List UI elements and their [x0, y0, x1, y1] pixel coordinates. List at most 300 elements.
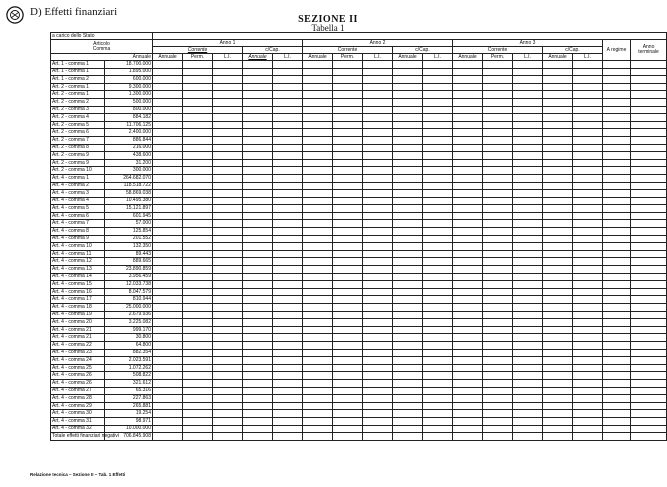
empty-cell	[543, 91, 573, 99]
empty-cell	[573, 410, 603, 418]
empty-cell	[483, 228, 513, 236]
empty-cell	[513, 129, 543, 137]
empty-cell	[243, 228, 273, 236]
empty-cell	[603, 266, 631, 274]
empty-cell	[393, 296, 423, 304]
article-cell: Art. 2 - comma 9	[51, 159, 105, 167]
empty-cell	[543, 402, 573, 410]
empty-cell	[303, 266, 333, 274]
empty-cell	[543, 296, 573, 304]
empty-cell	[631, 410, 667, 418]
value-cell: 64.800	[105, 341, 153, 349]
empty-cell	[213, 129, 243, 137]
table-row	[51, 152, 667, 160]
article-cell: Art. 2 - comma 6	[51, 129, 105, 137]
empty-cell	[543, 235, 573, 243]
empty-cell	[333, 182, 363, 190]
empty-cell	[423, 402, 453, 410]
empty-cell	[543, 121, 573, 129]
empty-cell	[183, 379, 213, 387]
value-cell: 65.316	[105, 387, 153, 395]
empty-cell	[423, 296, 453, 304]
article-cell: Art. 4 - comma 16	[51, 288, 105, 296]
empty-cell	[153, 98, 183, 106]
article-cell: Art. 4 - comma 11	[51, 250, 105, 258]
empty-cell	[153, 129, 183, 137]
empty-cell	[573, 159, 603, 167]
empty-cell	[273, 273, 303, 281]
empty-cell	[423, 212, 453, 220]
empty-cell	[363, 144, 393, 152]
empty-cell	[453, 410, 483, 418]
table-row	[51, 417, 667, 425]
empty-cell	[631, 349, 667, 357]
empty-cell	[631, 228, 667, 236]
empty-cell	[333, 304, 363, 312]
empty-cell	[273, 83, 303, 91]
empty-cell	[573, 114, 603, 122]
empty-cell	[363, 296, 393, 304]
value-cell: 2.679.936	[105, 311, 153, 319]
empty-cell	[543, 174, 573, 182]
empty-cell	[213, 341, 243, 349]
empty-cell	[603, 364, 631, 372]
empty-cell	[603, 83, 631, 91]
empty-cell	[423, 98, 453, 106]
empty-cell	[153, 395, 183, 403]
empty-cell	[243, 243, 273, 251]
empty-cell	[423, 182, 453, 190]
empty-cell	[543, 326, 573, 334]
empty-cell	[483, 167, 513, 175]
empty-cell	[153, 304, 183, 312]
value-cell: 1.895.000	[105, 68, 153, 76]
article-cell: Art. 4 - comma 32	[51, 425, 105, 433]
empty-cell	[333, 334, 363, 342]
value-cell: 500.000	[105, 98, 153, 106]
empty-cell	[513, 364, 543, 372]
empty-cell	[483, 190, 513, 198]
empty-cell	[423, 433, 453, 441]
empty-cell	[513, 425, 543, 433]
empty-cell	[213, 319, 243, 327]
empty-cell	[573, 205, 603, 213]
empty-cell	[243, 106, 273, 114]
table-row	[51, 379, 667, 387]
empty-cell	[603, 250, 631, 258]
empty-cell	[453, 395, 483, 403]
value-cell: 1.072.262	[105, 364, 153, 372]
empty-cell	[363, 106, 393, 114]
empty-cell	[603, 235, 631, 243]
value-cell: 1.300.000	[105, 91, 153, 99]
empty-cell	[423, 288, 453, 296]
article-cell: Art. 4 - comma 4	[51, 197, 105, 205]
empty-cell	[543, 433, 573, 441]
empty-cell	[183, 387, 213, 395]
empty-cell	[243, 281, 273, 289]
table-row	[51, 91, 667, 99]
empty-cell	[453, 182, 483, 190]
empty-cell	[153, 433, 183, 441]
table-row	[51, 144, 667, 152]
empty-cell	[483, 273, 513, 281]
empty-cell	[603, 182, 631, 190]
empty-cell	[423, 341, 453, 349]
empty-cell	[603, 220, 631, 228]
empty-cell	[213, 402, 243, 410]
empty-cell	[513, 288, 543, 296]
table-body	[51, 61, 667, 441]
empty-cell	[213, 106, 243, 114]
table-row	[51, 410, 667, 418]
value-cell: 810.944	[105, 296, 153, 304]
empty-cell	[213, 410, 243, 418]
empty-cell	[483, 433, 513, 441]
table-row	[51, 243, 667, 251]
table-row	[51, 334, 667, 342]
empty-cell	[303, 410, 333, 418]
article-cell: Art. 2 - comma 1	[51, 91, 105, 99]
value-cell: 98.971	[105, 417, 153, 425]
empty-cell	[423, 190, 453, 198]
table-row	[51, 159, 667, 167]
empty-cell	[423, 379, 453, 387]
empty-cell	[333, 98, 363, 106]
footer-note: Relazione tecnica – Sezione II – Tab. 1 Effetti	[30, 472, 126, 477]
empty-cell	[393, 357, 423, 365]
empty-cell	[423, 220, 453, 228]
value-cell: 882.354	[105, 349, 153, 357]
empty-cell	[363, 319, 393, 327]
empty-cell	[183, 250, 213, 258]
empty-cell	[543, 144, 573, 152]
empty-cell	[213, 349, 243, 357]
empty-cell	[603, 395, 631, 403]
empty-cell	[393, 372, 423, 380]
empty-cell	[543, 98, 573, 106]
empty-cell	[363, 304, 393, 312]
value-cell: 8.047.579	[105, 288, 153, 296]
article-cell: Art. 4 - comma 2	[51, 182, 105, 190]
empty-cell	[393, 281, 423, 289]
empty-cell	[483, 106, 513, 114]
empty-cell	[273, 326, 303, 334]
empty-cell	[573, 235, 603, 243]
empty-cell	[603, 91, 631, 99]
empty-cell	[183, 76, 213, 84]
empty-cell	[543, 379, 573, 387]
empty-cell	[423, 91, 453, 99]
empty-cell	[213, 243, 243, 251]
anno3-ccap-annuale: Annuale	[543, 54, 573, 61]
empty-cell	[603, 334, 631, 342]
empty-cell	[573, 326, 603, 334]
empty-cell	[183, 68, 213, 76]
empty-cell	[303, 121, 333, 129]
empty-cell	[393, 304, 423, 312]
empty-cell	[513, 402, 543, 410]
empty-cell	[213, 98, 243, 106]
empty-cell	[603, 61, 631, 69]
table-row	[51, 129, 667, 137]
empty-cell	[393, 326, 423, 334]
empty-cell	[183, 410, 213, 418]
empty-cell	[603, 281, 631, 289]
empty-cell	[513, 68, 543, 76]
empty-cell	[153, 402, 183, 410]
empty-cell	[303, 205, 333, 213]
empty-cell	[273, 250, 303, 258]
empty-cell	[423, 83, 453, 91]
empty-cell	[273, 190, 303, 198]
empty-cell	[453, 76, 483, 84]
table-row	[51, 311, 667, 319]
table-row	[51, 387, 667, 395]
empty-cell	[243, 136, 273, 144]
empty-cell	[363, 258, 393, 266]
empty-cell	[603, 258, 631, 266]
empty-cell	[513, 433, 543, 441]
empty-cell	[183, 281, 213, 289]
empty-cell	[453, 288, 483, 296]
anno2-ccap: c/Cap.	[393, 47, 453, 54]
empty-cell	[213, 425, 243, 433]
empty-cell	[273, 357, 303, 365]
empty-cell	[631, 250, 667, 258]
empty-cell	[153, 174, 183, 182]
value-cell: 11.706.125	[105, 121, 153, 129]
empty-cell	[273, 159, 303, 167]
empty-cell	[153, 83, 183, 91]
value-cell: 889.665	[105, 258, 153, 266]
empty-cell	[513, 197, 543, 205]
empty-cell	[213, 258, 243, 266]
empty-cell	[603, 326, 631, 334]
empty-cell	[423, 326, 453, 334]
empty-cell	[631, 144, 667, 152]
empty-cell	[363, 152, 393, 160]
empty-cell	[213, 273, 243, 281]
empty-cell	[631, 174, 667, 182]
empty-cell	[183, 83, 213, 91]
empty-cell	[393, 273, 423, 281]
empty-cell	[273, 68, 303, 76]
empty-cell	[363, 379, 393, 387]
empty-cell	[453, 402, 483, 410]
table-row	[51, 288, 667, 296]
empty-cell	[513, 304, 543, 312]
empty-cell	[183, 220, 213, 228]
value-cell: 18.700.000	[105, 61, 153, 69]
empty-cell	[183, 258, 213, 266]
table-row	[51, 174, 667, 182]
empty-cell	[393, 319, 423, 327]
empty-cell	[333, 152, 363, 160]
empty-cell	[303, 98, 333, 106]
empty-cell	[303, 228, 333, 236]
empty-cell	[183, 273, 213, 281]
value-cell: 227.863	[105, 395, 153, 403]
empty-cell	[573, 167, 603, 175]
empty-cell	[153, 311, 183, 319]
empty-cell	[513, 250, 543, 258]
empty-cell	[453, 258, 483, 266]
empty-cell	[243, 68, 273, 76]
empty-cell	[453, 304, 483, 312]
empty-cell	[393, 364, 423, 372]
empty-cell	[273, 197, 303, 205]
empty-cell	[483, 410, 513, 418]
empty-cell	[243, 364, 273, 372]
empty-cell	[423, 319, 453, 327]
empty-cell	[363, 182, 393, 190]
empty-cell	[243, 319, 273, 327]
total-row	[51, 433, 667, 441]
empty-cell	[423, 129, 453, 137]
empty-cell	[333, 402, 363, 410]
value-cell: 2.400.000	[105, 129, 153, 137]
empty-cell	[243, 61, 273, 69]
empty-cell	[303, 61, 333, 69]
empty-cell	[333, 144, 363, 152]
empty-cell	[483, 379, 513, 387]
empty-cell	[273, 387, 303, 395]
empty-cell	[543, 182, 573, 190]
empty-cell	[153, 68, 183, 76]
empty-cell	[513, 281, 543, 289]
empty-cell	[423, 114, 453, 122]
empty-cell	[603, 76, 631, 84]
empty-cell	[423, 205, 453, 213]
empty-cell	[631, 91, 667, 99]
empty-cell	[513, 387, 543, 395]
empty-cell	[453, 334, 483, 342]
empty-cell	[273, 402, 303, 410]
empty-cell	[483, 144, 513, 152]
empty-cell	[303, 372, 333, 380]
empty-cell	[273, 341, 303, 349]
article-cell: Art. 4 - comma 17	[51, 296, 105, 304]
article-cell: Totale effetti finanziari negativi	[52, 432, 119, 439]
article-cell: Art. 2 - comma 5	[51, 121, 105, 129]
table-row	[51, 235, 667, 243]
empty-cell	[213, 334, 243, 342]
empty-cell	[543, 228, 573, 236]
empty-cell	[333, 349, 363, 357]
empty-cell	[363, 273, 393, 281]
empty-cell	[183, 167, 213, 175]
empty-cell	[453, 372, 483, 380]
empty-cell	[213, 266, 243, 274]
empty-cell	[303, 212, 333, 220]
table-row	[51, 395, 667, 403]
empty-cell	[183, 349, 213, 357]
article-cell: Art. 4 - comma 9	[51, 235, 105, 243]
empty-cell	[483, 395, 513, 403]
empty-cell	[153, 190, 183, 198]
anno3-li: L.I.	[513, 54, 543, 61]
empty-cell	[603, 425, 631, 433]
empty-cell	[273, 266, 303, 274]
empty-cell	[543, 258, 573, 266]
empty-cell	[363, 114, 393, 122]
empty-cell	[363, 228, 393, 236]
empty-cell	[453, 326, 483, 334]
table-row	[51, 98, 667, 106]
empty-cell	[363, 136, 393, 144]
empty-cell	[303, 417, 333, 425]
empty-cell	[183, 98, 213, 106]
empty-cell	[453, 228, 483, 236]
empty-cell	[513, 114, 543, 122]
empty-cell	[453, 61, 483, 69]
empty-cell	[483, 288, 513, 296]
empty-cell	[333, 76, 363, 84]
empty-cell	[543, 190, 573, 198]
empty-cell	[303, 311, 333, 319]
empty-cell	[363, 326, 393, 334]
empty-cell	[453, 266, 483, 274]
empty-cell	[573, 121, 603, 129]
empty-cell	[213, 144, 243, 152]
empty-cell	[273, 235, 303, 243]
empty-cell	[153, 288, 183, 296]
empty-cell	[483, 341, 513, 349]
empty-cell	[631, 167, 667, 175]
section-title: SEZIONE II	[298, 14, 358, 25]
value-cell: 2.023.591	[105, 357, 153, 365]
empty-cell	[303, 144, 333, 152]
empty-cell	[303, 341, 333, 349]
empty-cell	[363, 68, 393, 76]
empty-cell	[243, 349, 273, 357]
empty-cell	[333, 311, 363, 319]
table-row	[51, 61, 667, 69]
empty-cell	[333, 129, 363, 137]
table-row	[51, 364, 667, 372]
empty-cell	[603, 410, 631, 418]
empty-cell	[483, 212, 513, 220]
empty-cell	[573, 402, 603, 410]
empty-cell	[631, 212, 667, 220]
empty-cell	[543, 106, 573, 114]
empty-cell	[393, 379, 423, 387]
empty-cell	[483, 258, 513, 266]
empty-cell	[213, 311, 243, 319]
value-cell: 706.845.908	[105, 433, 153, 441]
empty-cell	[573, 341, 603, 349]
empty-cell	[183, 144, 213, 152]
empty-cell	[453, 83, 483, 91]
empty-cell	[273, 144, 303, 152]
empty-cell	[573, 425, 603, 433]
empty-cell	[453, 235, 483, 243]
empty-cell	[393, 341, 423, 349]
empty-cell	[393, 250, 423, 258]
article-cell: Art. 4 - comma 14	[51, 273, 105, 281]
empty-cell	[243, 372, 273, 380]
empty-cell	[393, 235, 423, 243]
empty-cell	[183, 228, 213, 236]
empty-cell	[183, 212, 213, 220]
table-row	[51, 273, 667, 281]
empty-cell	[273, 395, 303, 403]
empty-cell	[423, 167, 453, 175]
empty-cell	[393, 311, 423, 319]
value-cell: 30.800	[105, 334, 153, 342]
empty-cell	[363, 417, 393, 425]
